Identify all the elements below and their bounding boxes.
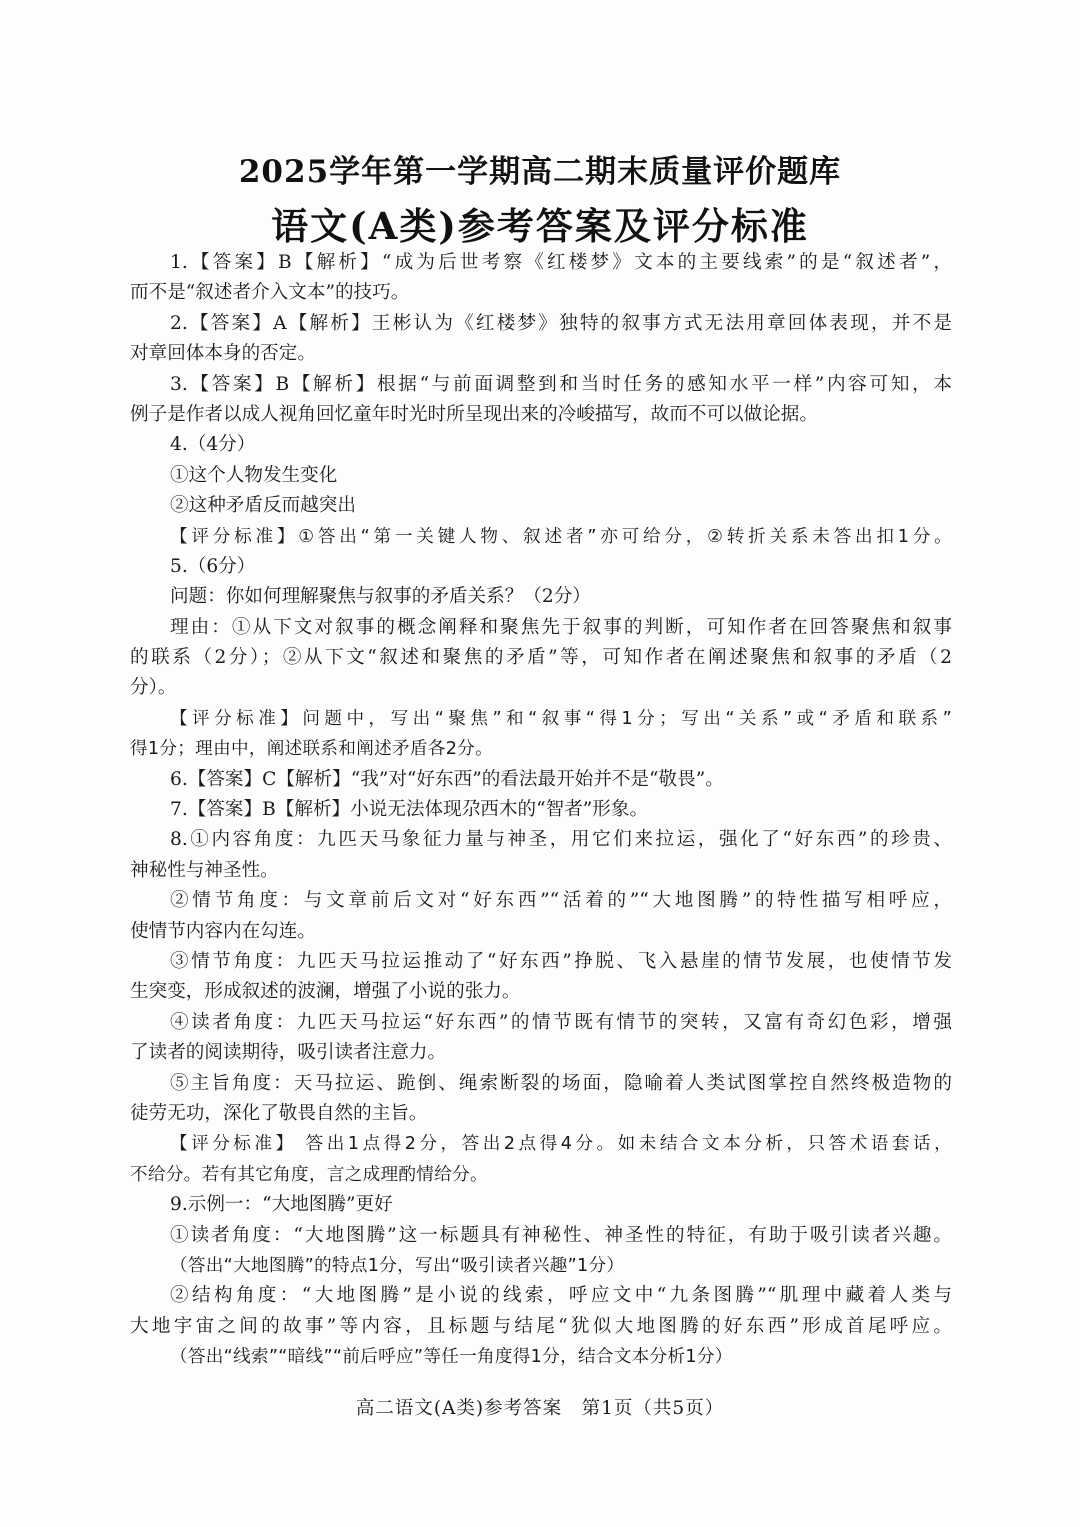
text-line: 了读者的阅读期待，吸引读者注意力。 <box>130 1042 447 1064</box>
page-footer: 高二语文(A类)参考答案 第1页（共5页） <box>355 1398 725 1419</box>
text-line: 使情节内容内在勾连。 <box>130 920 316 942</box>
text-line: 5.（6分） <box>170 555 256 577</box>
text-line: ⑤主旨角度：天马拉运、跪倒、绳索断裂的场面，隐喻着人类试图掌控自然终极造物的 <box>170 1072 952 1094</box>
text-line: （答出“大地图腾”的特点1分，写出“吸引读者兴趣”1分） <box>170 1255 625 1276</box>
text-line: 的联系（2分）；②从下文“叙述和聚焦的矛盾”等，可知作者在阐述聚焦和叙事的矛盾（2 <box>130 647 952 669</box>
text-line: ③情节角度：九匹天马拉运推动了“好东西”挣脱、飞入悬崖的情节发展，也使情节发 <box>170 950 952 972</box>
text-line: ②情节角度：与文章前后文对“好东西”“活着的”“大地图腾”的特性描写相呼应， <box>170 890 952 912</box>
text-line: 对章回体本身的否定。 <box>130 343 316 365</box>
text-line: 得1分；理由中，阐述联系和阐述矛盾各2分。 <box>130 739 493 760</box>
text-line: 分）。 <box>130 677 177 699</box>
text-line: 8.①内容角度：九匹天马象征力量与神圣，用它们来拉运，强化了“好东西”的珍贵、 <box>170 829 952 851</box>
text-line: 4.（4分） <box>170 434 256 456</box>
text-line: ①读者角度：“大地图腾”这一标题具有神秘性、神圣性的特征，有助于吸引读者兴趣。 <box>170 1224 952 1246</box>
text-line: （答出“线索”“暗线”“前后呼应”等任一角度得1分，结合文本分析1分） <box>170 1347 733 1368</box>
text-line: ①这个人物发生变化 <box>170 464 338 486</box>
text-line: 2.【答案】A【解析】王彬认为《红楼梦》独特的叙事方式无法用章回体表现，并不是 <box>170 312 952 334</box>
text-line: 【评分标准】 答出1点得2分，答出2点得4分。如未结合文本分析，只答术语套话， <box>170 1134 952 1155</box>
text-line: 不给分。若有其它角度，言之成理酌情给分。 <box>130 1164 488 1185</box>
text-line: 理由：①从下文对叙事的概念阐释和聚焦先于叙事的判断，可知作者在回答聚焦和叙事 <box>170 616 952 638</box>
text-line: ②结构角度：“大地图腾”是小说的线索，呼应文中“九条图腾”“肌理中藏着人类与 <box>170 1285 952 1307</box>
text-line: 大地宇宙之间的故事”等内容，且标题与结尾“犹似大地图腾的好东西”形成首尾呼应。 <box>130 1315 952 1337</box>
text-line: 【评分标准】问题中，写出“聚焦”和“叙事“得1分；写出“关系”或“矛盾和联系” <box>170 708 952 729</box>
text-line: 1.【答案】B【解析】“成为后世考察《红楼梦》文本的主要线索”的是“叙述者”， <box>170 252 952 273</box>
text-line: 6.【答案】C【解析】“我”对“好东西”的看法最开始并不是“敬畏”。 <box>170 768 724 790</box>
text-line: 徒劳无功，深化了敬畏自然的主旨。 <box>130 1102 428 1124</box>
text-line: ②这种矛盾反而越突出 <box>170 495 356 517</box>
text-line: 7.【答案】B【解析】小说无法体现尕西木的“智者”形象。 <box>170 799 649 821</box>
text-line: 生突变，形成叙述的波澜，增强了小说的张力。 <box>130 981 521 1003</box>
text-line: 例子是作者以成人视角回忆童年时光时所呈现出来的冷峻描写，故而不可以做论据。 <box>130 403 818 425</box>
text-line: 而不是“叙述者介入文本”的技巧。 <box>130 282 410 304</box>
document-subtitle: 语文(A类)参考答案及评分标准 <box>271 204 809 248</box>
text-line: ④读者角度：九匹天马拉运“好东西”的情节既有情节的突转，又富有奇幻色彩，增强 <box>170 1011 952 1033</box>
text-line: 9.示例一：“大地图腾”更好 <box>170 1194 393 1216</box>
text-line: 【评分标准】①答出“第一关键人物、叙述者”亦可给分，②转折关系未答出扣1分。 <box>170 526 952 547</box>
text-line: 问题：你如何理解聚焦与叙事的矛盾关系？（2分） <box>170 586 591 608</box>
document-title: 2025学年第一学期高二期末质量评价题库 <box>238 154 842 190</box>
text-line: 3.【答案】B【解析】根据“与前面调整到和当时任务的感知水平一样”内容可知，本 <box>170 373 952 395</box>
answer-body <box>130 248 952 1372</box>
text-line: 神秘性与神圣性。 <box>130 859 279 881</box>
